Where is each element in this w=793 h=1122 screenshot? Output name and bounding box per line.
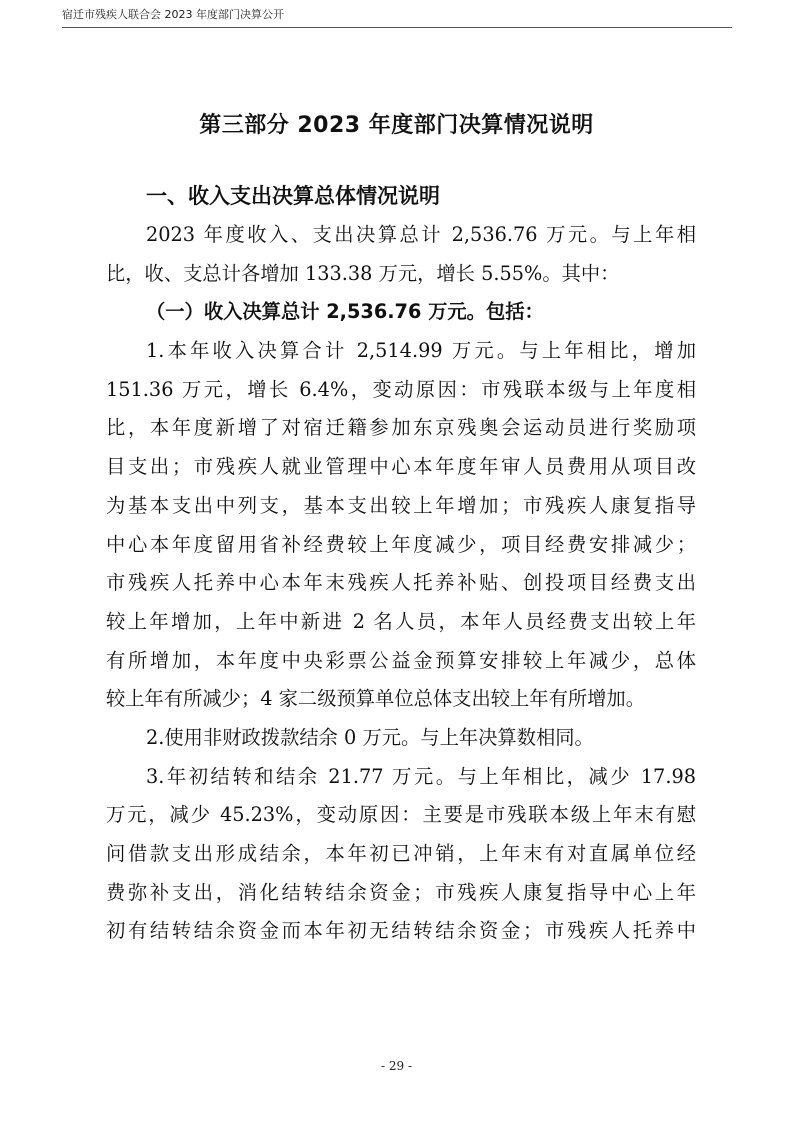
body-line-8: 为基本支出中列支，基本支出较上年增加；市残疾人康复指导 — [106, 493, 696, 517]
body-line-17: 问借款支出形成结余，本年初已冲销，上年末有对直属单位经 — [106, 842, 696, 865]
body-line-10: 市残疾人托养中心本年末残疾人托养补贴、创投项目经费支出 — [106, 571, 696, 595]
body-line-19: 初有结转结余资金而本年初无结转结余资金；市残疾人托养中 — [106, 919, 696, 943]
page-title: 第三部分 2023 年度部门决算情况说明 — [199, 113, 594, 138]
body-line-11: 较上年增加，上年中新进 2 名人员，本年人员经费支出较上年 — [106, 609, 696, 633]
section-heading: 一、收入支出决算总体情况说明 — [146, 184, 440, 208]
body-line-1: 2023 年度收入、支出决算总计 2,536.76 万元。与上年相 — [146, 223, 696, 246]
body-line-15: 3.年初结转和结余 21.77 万元。与上年相比，减少 17.98 — [146, 764, 696, 788]
body-line-13: 较上年有所减少；4 家二级预算单位总体支出较上年有所增加。 — [106, 687, 645, 711]
body-line-16: 万元，减少 45.23%，变动原因：主要是市残联本级上年末有慰 — [106, 803, 696, 827]
header-divider — [62, 27, 732, 28]
body-line-5: 151.36 万元，增长 6.4%，变动原因：市残联本级与上年度相 — [106, 377, 696, 401]
body-line-9: 中心本年度留用省补经费较上年度减少，项目经费安排减少； — [106, 532, 696, 556]
page-number: - 29 - — [380, 1059, 412, 1073]
body-line-18: 费弥补支出，消化结转结余资金；市残疾人康复指导中心上年 — [106, 880, 696, 904]
page-header: 宿迁市残疾人联合会 2023 年度部门决算公开 — [62, 8, 284, 21]
body-line-2: 比，收、支总计各增加 133.38 万元，增长 5.55%。其中： — [106, 261, 620, 285]
subsection-heading: （一）收入决算总计 2,536.76 万元。包括： — [146, 300, 544, 324]
body-line-4: 1.本年收入决算合计 2,514.99 万元。与上年相比，增加 — [146, 339, 696, 363]
body-line-7: 目支出；市残疾人就业管理中心本年度年审人员费用从项目改 — [106, 455, 696, 479]
body-line-12: 有所增加，本年度中央彩票公益金预算安排较上年减少，总体 — [106, 648, 696, 672]
body-line-6: 比，本年度新增了对宿迁籍参加东京残奥会运动员进行奖励项 — [106, 416, 696, 440]
body-line-14: 2.使用非财政拨款结余 0 万元。与上年决算数相同。 — [146, 725, 594, 749]
document-body — [106, 216, 696, 951]
